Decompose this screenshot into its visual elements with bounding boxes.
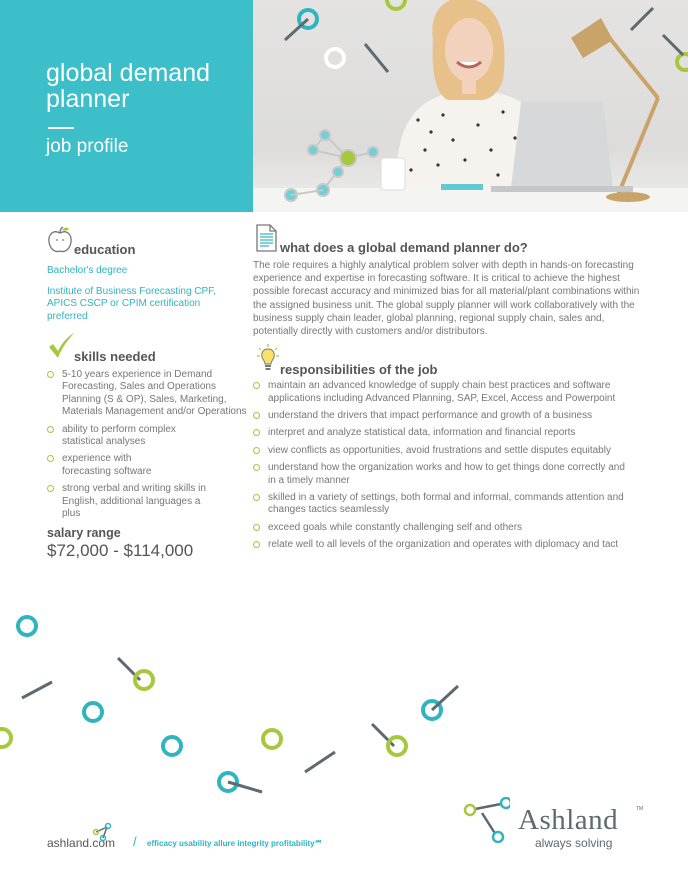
footer-website[interactable]: ashland.com <box>47 836 116 850</box>
about-text: The role requires a highly analytical problem solver with depth in hands-on forecasting experience and expertise in forecasting software. It is critical to achieve the highest possible forecast accuracy and minimized bias for all material/plant combinations within the assigned business unit. The global supply planner will work collaboratively with the business supply chain leader, global planning, regional supply chain, sales and, potentially directly with customers and/or distributors. <box>253 260 640 338</box>
list-item: experience with forecasting software <box>47 453 167 478</box>
list-item: interpret and analyze statistical data, information and financial reports <box>253 427 648 439</box>
list-item: exceed goals while constantly challenging self and others <box>253 522 648 534</box>
list-item: relate well to all levels of the organization and operates with diplomacy and tact <box>253 539 648 551</box>
footer-values: efficacy usability allure integrity profitability℠ <box>147 839 323 848</box>
list-item: maintain an advanced knowledge of supply chain best practices and software applications including Advanced Planning, SAP, Excel, Access and Powerpoint <box>253 380 648 405</box>
ashland-logo-icon <box>462 797 510 843</box>
salary-label: salary range <box>47 526 121 541</box>
page-subtitle: job profile <box>46 136 129 157</box>
skills-heading: skills needed <box>74 349 156 364</box>
list-item: skilled in a variety of settings, both formal and informal, commands attention and changes tactics seamlessly <box>253 492 648 517</box>
list-item: ability to perform complex statistical analyses <box>47 424 212 449</box>
responsibilities-heading: responsibilities of the job <box>280 362 438 378</box>
list-item: strong verbal and writing skills in English, additional languages a plus <box>47 483 212 520</box>
list-item: 5-10 years experience in Demand Forecasting, Sales and Operations Planning (S & OP), Sales, Marketing, Materials Management and/or Operations <box>47 369 247 419</box>
brand-name: Ashland <box>518 804 619 836</box>
education-degree: Bachelor's degree <box>47 265 128 276</box>
education-certification: Institute of Business Forecasting CPF, APICS CSCP or CPIM certification preferred <box>47 285 216 322</box>
list-item: understand the drivers that impact performance and growth of a business <box>253 410 648 422</box>
page-title: global demand planner <box>46 59 211 113</box>
list-item: understand how the organization works and how to get things done correctly and in a timely manner <box>253 462 633 487</box>
ashland-mark-icon <box>92 822 114 842</box>
education-heading: education <box>74 242 136 257</box>
list-item: view conflicts as opportunities, avoid frustrations and settle disputes equitably <box>253 445 648 457</box>
trademark: TM <box>636 806 644 812</box>
brand-tagline: always solving <box>535 836 613 850</box>
footer-separator: / <box>133 834 137 849</box>
about-heading: what does a global demand planner do? <box>280 240 528 255</box>
salary-value: $72,000 - $114,000 <box>47 541 194 561</box>
